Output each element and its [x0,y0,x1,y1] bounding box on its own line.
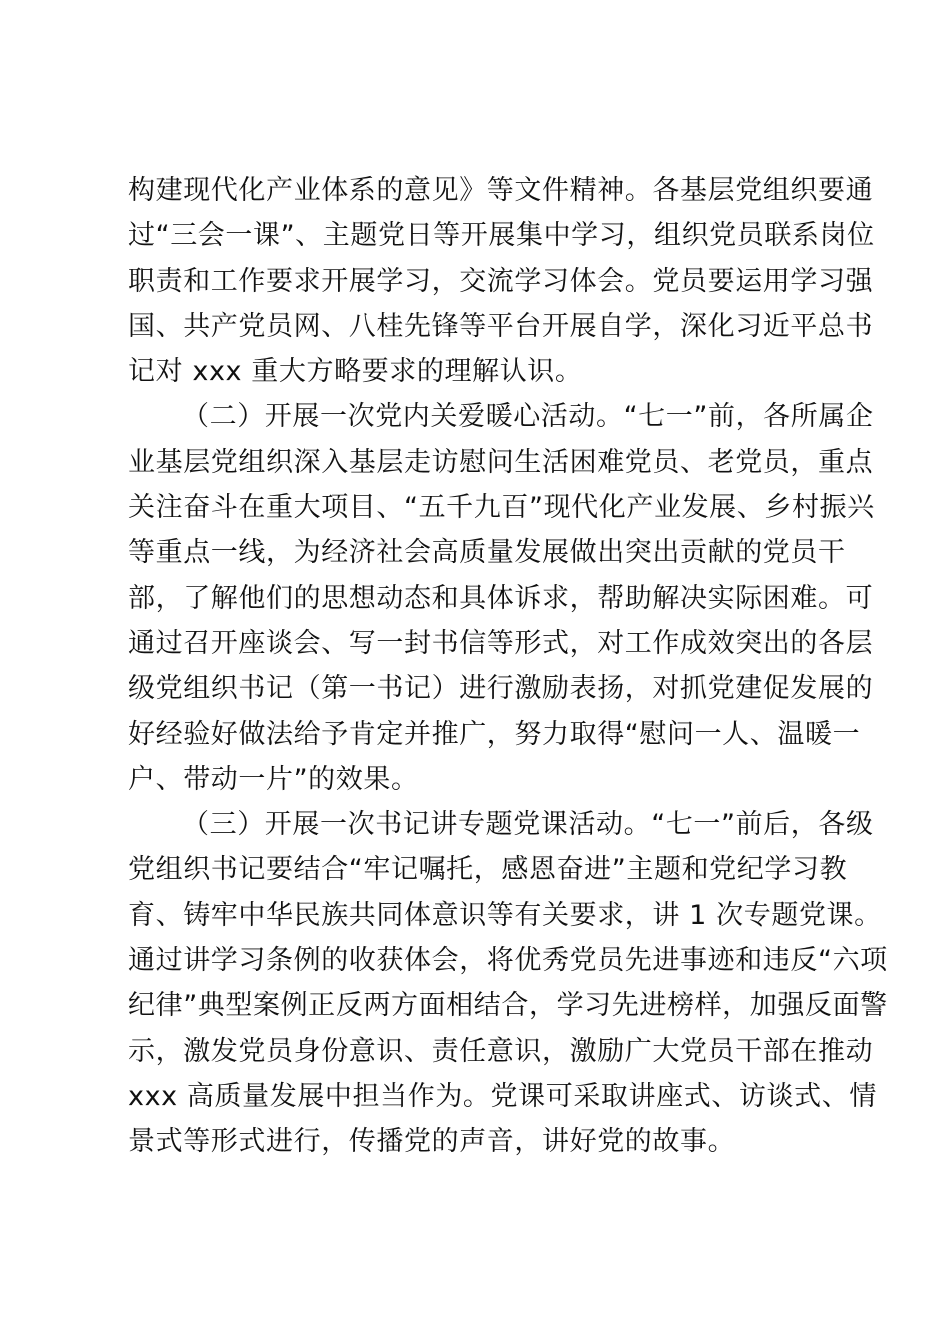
text-line: 关注奋斗在重大项目、“五千九百”现代化产业发展、乡村振兴 [128,492,875,524]
text-line: 纪律”典型案例正反两方面相结合，学习先进榜样，加强反面警 [128,990,888,1022]
text-line: xxx 高质量发展中担当作为。党课可采取讲座式、访谈式、情 [128,1080,877,1112]
text-line: 记对 xxx 重大方略要求的理解认识。 [128,356,583,388]
text-line: 过“三会一课”、主题党日等开展集中学习，组织党员联系岗位 [128,220,875,252]
text-line: 构建现代化产业体系的意见》等文件精神。各基层党组织要通 [128,175,874,206]
text-line: 户、带动一片”的效果。 [128,763,419,795]
text-line: 通过召开座谈会、写一封书信等形式，对工作成效突出的各层 [128,627,874,659]
text-line: 职责和工作要求开展学习，交流学习体会。党员要运用学习强 [128,265,874,297]
paragraph-heading-line: （二）开展一次党内关爱暖心活动。“七一”前，各所属企 [182,401,874,433]
text-line: 级党组织书记（第一书记）进行激励表扬，对抓党建促发展的 [128,673,874,705]
text-line: 育、铸牢中华民族共同体意识等有关要求，讲 1 次专题党课。 [128,899,882,931]
text-line: 示，激发党员身份意识、责任意识，激励广大党员干部在推动 [128,1035,874,1067]
text-line: 通过讲学习条例的收获体会，将优秀党员先进事迹和违反“六项 [128,945,888,977]
text-line: 好经验好做法给予肯定并推广，努力取得“慰问一人、温暖一 [128,718,861,750]
text-line: 部，了解他们的思想动态和具体诉求，帮助解决实际困难。可 [128,582,874,614]
text-line: 业基层党组织深入基层走访慰问生活困难党员、老党员，重点 [128,446,874,478]
document-body [128,168,888,1165]
text-line: 党组织书记要结合“牢记嘱托，感恩奋进”主题和党纪学习教 [128,854,848,886]
text-line: 景式等形式进行，传播党的声音，讲好党的故事。 [128,1126,736,1158]
paragraph-heading-line: （三）开展一次书记讲专题党课活动。“七一”前后，各级 [182,809,874,841]
text-line: 国、共产党员网、八桂先锋等平台开展自学，深化习近平总书 [128,310,874,342]
text-line: 等重点一线，为经济社会高质量发展做出突出贡献的党员干 [128,537,846,569]
